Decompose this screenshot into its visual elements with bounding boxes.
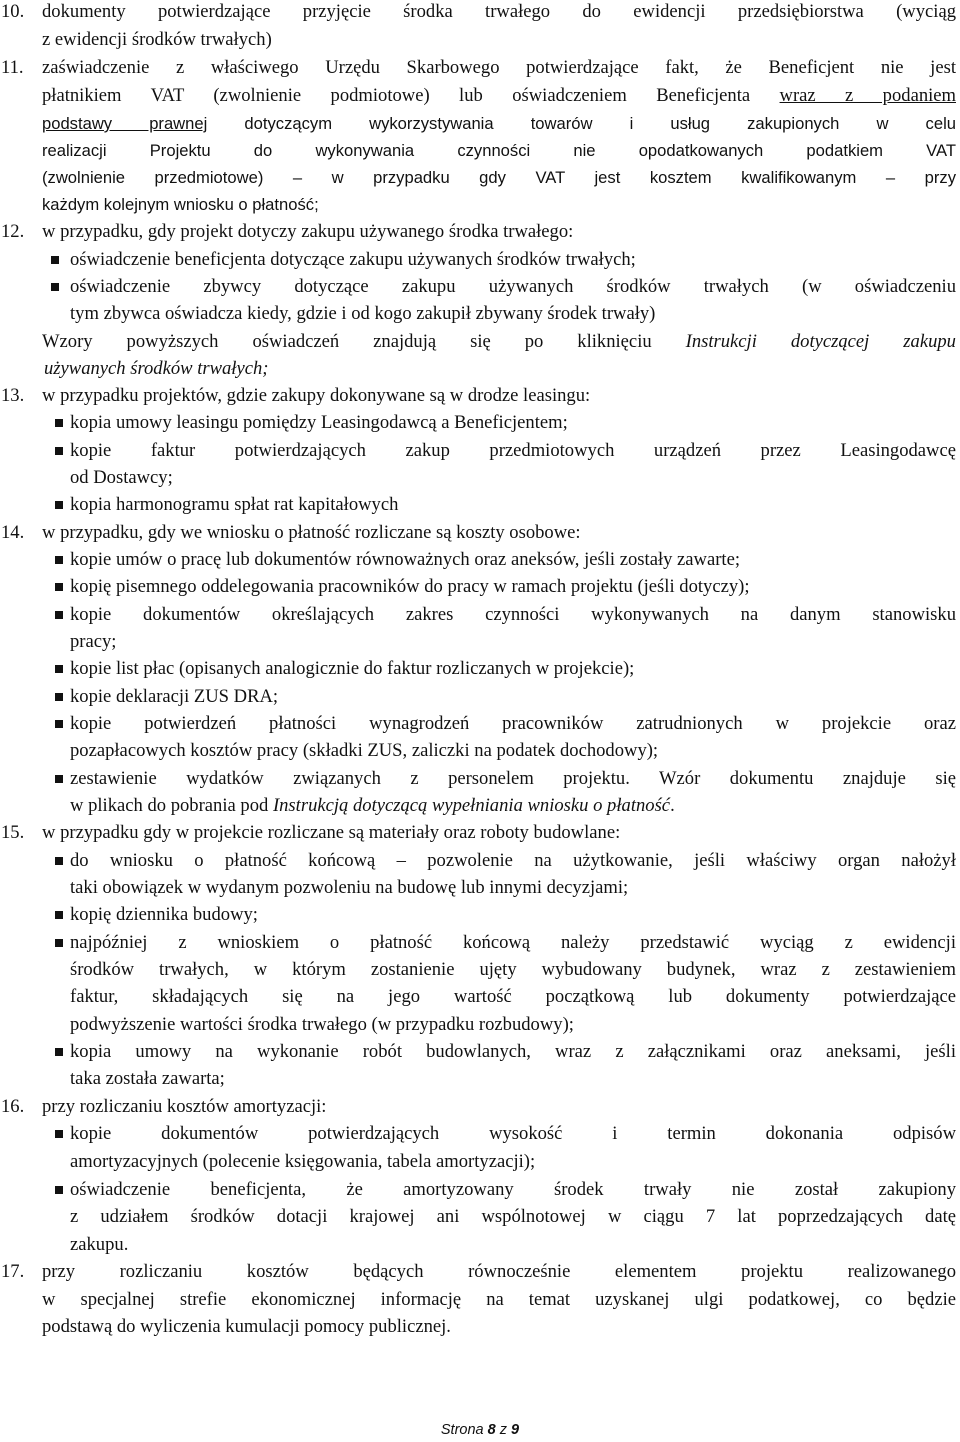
- item-text-line: środków trwałych, w którym zostanienie ujęty wybudowany budynek, wraz z zestawieniem: [70, 959, 956, 980]
- bullet-item: do wniosku o płatność końcową – pozwolenie na użytkowanie, jeśli właściwy organ nałożył: [70, 850, 956, 871]
- item-text-line: tym zbywca oświadcza kiedy, gdzie i od kogo zakupił zbywany środek trwały): [70, 303, 656, 324]
- item-text: zaświadczenie z właściwego Urzędu Skarbowego potwierdzające fakt, że Beneficjent nie jest: [42, 57, 956, 78]
- bullet-item: kopia harmonogramu spłat rat kapitałowych: [70, 494, 399, 515]
- item-text: dokumenty potwierdzające przyjęcie środka trwałego do ewidencji przedsiębiorstwa (wyciąg: [42, 1, 956, 22]
- item-text-line: podstawą do wyliczenia kumulacji pomocy publicznej.: [42, 1316, 451, 1337]
- item-text: w przypadku gdy w projekcie rozliczane są materiały oraz roboty budowlane:: [42, 822, 621, 843]
- item-number: 15.: [1, 822, 25, 843]
- item-note: [0, 355, 960, 383]
- page-number: 8: [487, 1422, 496, 1438]
- bullet-item: kopie dokumentów określających zakres czynności wykonywanych na danym stanowisku: [70, 604, 956, 625]
- item-text: w przypadku projektów, gdzie zakupy dokonywane są w drodze leasingu:: [42, 385, 591, 406]
- item-text-line: pozapłacowych kosztów pracy (składki ZUS, zaliczki na podatek dochodowy);: [70, 740, 659, 761]
- item-text-line: amortyzacyjnych (polecenie księgowania, tabela amortyzacji);: [70, 1151, 536, 1172]
- footer-separator: z: [495, 1422, 512, 1438]
- bullet-item: kopię pisemnego oddelegowania pracowników do pracy w ramach projektu (jeśli dotyczy);: [70, 576, 750, 597]
- bullet-item: zestawienie wydatków związanych z personelem projektu. Wzór dokumentu znajduje się: [70, 768, 956, 789]
- bullet-item: kopię dziennika budowy;: [70, 904, 258, 925]
- item-text-line: w plikach do pobrania pod Instrukcją dotyczącą wypełniania wniosku o płatność.: [70, 795, 675, 816]
- item-number: 13.: [1, 385, 25, 406]
- page-total: 9: [511, 1422, 520, 1438]
- item-text: przy rozliczaniu kosztów amortyzacji:: [42, 1096, 327, 1117]
- item-number: 12.: [1, 221, 25, 242]
- bullet-item: kopie dokumentów potwierdzających wysokość i termin dokonania odpisów: [70, 1123, 956, 1144]
- item-text-line: taki obowiązek w wydanym pozwoleniu na budowę lub innymi decyzjami;: [70, 877, 629, 898]
- item-text-line: z udziałem środków dotacji krajowej ani wspólnotowej w ciągu 7 lat poprzedzających datę: [70, 1206, 956, 1227]
- footer-prefix: Strona: [440, 1422, 488, 1438]
- item-text-line: (zwolnienie przedmiotowe) – w przypadku gdy VAT jest kosztem kwalifikowanym – przy: [42, 168, 956, 187]
- list-item: [0, 1258, 960, 1286]
- list-item: [0, 0, 960, 26]
- item-text-line: płatnikiem VAT (zwolnienie podmiotowe) lub oświadczeniem Beneficjenta wraz z podaniem: [42, 85, 956, 106]
- item-number: 17.: [1, 1261, 25, 1282]
- underlined-text: podstawy prawnej: [42, 114, 208, 133]
- list-item: [0, 819, 960, 847]
- bullet-item: kopie faktur potwierdzających zakup przedmiotowych urządzeń przez Leasingodawcę: [70, 440, 956, 461]
- list-item: [0, 382, 960, 410]
- list-item: [0, 1093, 960, 1121]
- bullet-item: kopia umowy leasingu pomiędzy Leasingodawcą a Beneficjentem;: [70, 412, 568, 433]
- page-footer: [0, 1422, 960, 1438]
- item-number: 14.: [1, 522, 25, 543]
- instruction-reference: używanych środków trwałych;: [44, 358, 269, 379]
- item-text-line: taka została zawarta;: [70, 1068, 225, 1089]
- item-number: 16.: [1, 1096, 25, 1117]
- item-note: Wzory powyższych oświadczeń znajdują się po kliknięciu Instrukcji dotyczącej zakupu: [42, 331, 956, 352]
- instruction-reference: Instrukcji dotyczącej zakupu: [685, 331, 956, 352]
- bullet-item: kopie deklaracji ZUS DRA;: [70, 686, 279, 707]
- item-text-line: zakupu.: [70, 1234, 129, 1255]
- item-text-line: od Dostawcy;: [70, 467, 173, 488]
- item-number: 10.: [1, 1, 25, 22]
- bullet-item: kopia umowy na wykonanie robót budowlanych, wraz z załącznikami oraz aneksami, jeśli: [70, 1041, 956, 1062]
- instruction-reference: Instrukcją dotyczącą wypełniania wniosku o płatność: [272, 795, 671, 816]
- item-text-line: w specjalnej strefie ekonomicznej informację na temat uzyskanej ulgi podatkowej, co będzie: [42, 1289, 956, 1310]
- bullet-item: kopie list płac (opisanych analogicznie do faktur rozliczanych w projekcie);: [70, 658, 635, 679]
- list-item: [0, 54, 960, 82]
- item-text-line: podwyższenie wartości środka trwałego (w przypadku rozbudowy);: [70, 1014, 574, 1035]
- item-text-line: faktur, składających się na jego wartość początkową lub dokumenty potwierdzające: [70, 986, 956, 1007]
- bullet-item: kopie potwierdzeń płatności wynagrodzeń pracowników zatrudnionych w projekcie oraz: [70, 713, 956, 734]
- underlined-text: wraz z podaniem: [779, 85, 956, 106]
- item-text-line: podstawy prawnej dotyczącym wykorzystywania towarów i usług zakupionych w celu: [42, 114, 956, 133]
- bullet-item: oświadczenie beneficjenta, że amortyzowany środek trwały nie został zakupiony: [70, 1179, 956, 1200]
- bullet-item: oświadczenie zbywcy dotyczące zakupu używanych środków trwałych (w oświadczeniu: [70, 276, 956, 297]
- list-item: [0, 218, 960, 246]
- item-text: w przypadku, gdy projekt dotyczy zakupu używanego środka trwałego:: [42, 221, 574, 242]
- item-text: w przypadku, gdy we wniosku o płatność rozliczane są koszty osobowe:: [42, 522, 581, 543]
- item-text-line: z ewidencji środków trwałych): [42, 29, 272, 50]
- item-text: przy rozliczaniu kosztów będących równocześnie elementem projektu realizowanego: [42, 1261, 956, 1282]
- item-number: 11.: [1, 57, 24, 78]
- bullet-item: kopie umów o pracę lub dokumentów równoważnych oraz aneksów, jeśli zostały zawarte;: [70, 549, 741, 570]
- item-text-line: realizacji Projektu do wykonywania czynności nie opodatkowanych podatkiem VAT: [42, 141, 956, 160]
- bullet-item: oświadczenie beneficjenta dotyczące zakupu używanych środków trwałych;: [70, 249, 636, 270]
- item-text-line: pracy;: [70, 631, 117, 652]
- item-text-line: każdym kolejnym wniosku o płatność;: [42, 195, 319, 214]
- bullet-item: najpóźniej z wnioskiem o płatność końcową należy przedstawić wyciąg z ewidencji: [70, 932, 956, 953]
- list-item: [0, 519, 960, 547]
